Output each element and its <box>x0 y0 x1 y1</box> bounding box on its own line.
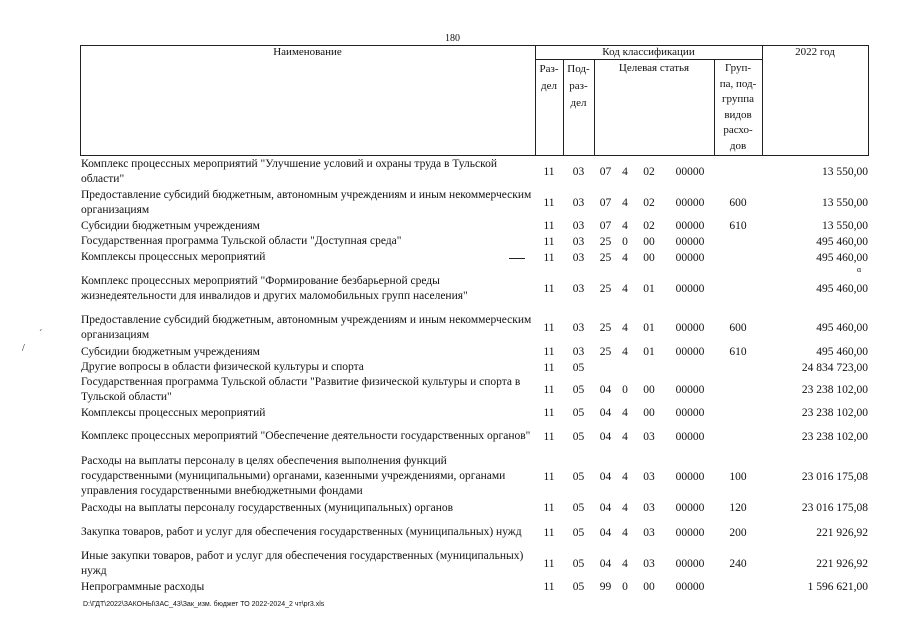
row-amount: 221 926,92 <box>816 526 868 539</box>
row-target-program: 25 <box>599 283 612 295</box>
row-target-direction <box>665 360 715 375</box>
row-target-type: 4 <box>622 526 628 539</box>
table-row <box>0 234 905 249</box>
row-razdel: 11 <box>543 526 555 539</box>
row-target-direction: 00000 <box>675 235 705 248</box>
row-podrazdel: 03 <box>572 322 585 334</box>
row-amount: 13 550,00 <box>822 165 868 178</box>
table-row <box>0 548 905 579</box>
row-target-program: 99 <box>599 581 612 593</box>
row-podrazdel: 03 <box>572 283 585 295</box>
row-razdel: 11 <box>543 165 555 178</box>
row-podrazdel: 05 <box>572 581 585 593</box>
row-name: Комплексы процессных мероприятий <box>81 251 266 263</box>
row-razdel: 11 <box>543 196 555 209</box>
row-name: Субсидии бюджетным учреждениям <box>81 219 260 232</box>
row-razdel: 11 <box>543 251 555 264</box>
row-target-complex: 02 <box>643 220 655 232</box>
row-target-program: 25 <box>599 322 612 334</box>
row-razdel: 11 <box>543 430 555 443</box>
row-target-program: 07 <box>599 165 612 178</box>
row-target-type <box>617 360 633 375</box>
row-name: Государственная программа Тульской области "Развитие физической культуры и спорта в Тульской области" <box>81 376 521 403</box>
page-number: 180 <box>445 33 460 44</box>
scan-slash-mark: / <box>22 343 25 354</box>
row-target-direction: 00000 <box>675 430 705 443</box>
table-row <box>0 517 905 548</box>
row-name: Комплекс процессных мероприятий "Обеспечение деятельности государственных органов" <box>81 430 531 442</box>
row-target-type: 4 <box>622 502 628 514</box>
row-expense-group: 610 <box>729 346 747 358</box>
row-razdel: 11 <box>543 384 555 396</box>
row-podrazdel: 05 <box>572 361 585 374</box>
header-left-border <box>80 45 81 155</box>
row-target-complex: 01 <box>643 322 655 334</box>
row-amount: 23 238 102,00 <box>801 430 868 443</box>
row-target-type: 0 <box>622 581 628 593</box>
row-name: Комплекс процессных мероприятий "Улучшение условий и охраны труда в Тульской области" <box>81 157 498 185</box>
row-name: Расходы на выплаты персоналу в целях обеспечения выполнения функций государственными (муниципальными) органами, казенными учреждениями, органами управления государственными внебюджетными фондами <box>81 455 506 497</box>
row-podrazdel: 05 <box>572 407 585 419</box>
row-target-complex: 00 <box>643 251 655 264</box>
row-razdel: 11 <box>543 557 555 570</box>
row-target-complex: 00 <box>643 235 655 248</box>
row-razdel: 11 <box>543 502 555 514</box>
row-amount: 23 016 175,08 <box>801 502 868 514</box>
row-target-complex: 03 <box>643 526 655 539</box>
row-target-complex: 00 <box>643 384 655 396</box>
scan-dash-mark <box>509 258 525 259</box>
row-target-program: 04 <box>599 526 612 539</box>
row-expense-group <box>714 249 762 266</box>
row-podrazdel: 03 <box>572 251 585 264</box>
row-expense-group: 610 <box>729 220 747 232</box>
row-target-program <box>594 360 617 375</box>
row-target-complex: 01 <box>643 346 655 358</box>
row-target-complex: 02 <box>643 196 655 209</box>
row-name: Предоставление субсидий бюджетным, автономным учреждениям и иным некоммерческим организациям <box>81 188 532 216</box>
row-razdel: 11 <box>543 283 555 295</box>
row-expense-group <box>714 156 762 187</box>
row-expense-group <box>714 234 762 249</box>
row-target-program: 25 <box>599 251 612 264</box>
row-target-program: 25 <box>599 235 612 248</box>
row-target-complex: 03 <box>643 430 655 443</box>
row-amount: 495 460,00 <box>816 346 868 358</box>
row-podrazdel: 05 <box>572 557 585 570</box>
row-podrazdel: 03 <box>572 165 585 178</box>
row-amount: 495 460,00 <box>816 235 868 248</box>
row-target-direction: 00000 <box>675 196 705 209</box>
row-expense-group <box>714 270 762 308</box>
row-target-direction: 00000 <box>675 502 705 514</box>
row-target-type: 4 <box>622 283 628 295</box>
row-expense-group: 600 <box>729 196 747 209</box>
row-target-complex: 03 <box>643 502 655 514</box>
row-podrazdel: 03 <box>572 196 585 209</box>
row-razdel: 11 <box>543 235 555 248</box>
row-target-complex: 03 <box>643 470 655 483</box>
row-amount: 221 926,92 <box>816 557 868 570</box>
row-target-direction: 00000 <box>675 283 705 295</box>
row-target-complex: 00 <box>643 407 655 419</box>
row-target-complex: 03 <box>643 557 655 570</box>
header-right-border <box>868 45 869 155</box>
row-amount: 495 460,00 <box>816 322 868 334</box>
row-expense-group: 120 <box>729 502 747 514</box>
row-target-type: 4 <box>622 220 628 232</box>
row-target-type: 4 <box>622 346 628 358</box>
header-target: Целевая статья <box>618 62 690 74</box>
row-target-direction: 00000 <box>675 526 705 539</box>
header-divider-group <box>762 45 763 155</box>
row-target-direction: 00000 <box>675 165 705 178</box>
row-target-program: 07 <box>599 220 612 232</box>
row-name: Комплексы процессных мероприятий <box>81 406 266 419</box>
header-year: 2022 год <box>795 46 835 58</box>
row-name: Государственная программа Тульской области "Доступная среда" <box>81 235 402 247</box>
row-razdel: 11 <box>543 470 555 483</box>
row-target-type: 0 <box>622 384 628 396</box>
row-target-type: 4 <box>622 470 628 483</box>
row-target-direction: 00000 <box>675 581 705 593</box>
table-row <box>0 270 905 308</box>
row-expense-group <box>714 360 762 375</box>
row-target-type: 4 <box>622 196 628 209</box>
row-target-direction: 00000 <box>675 470 705 483</box>
row-name: Субсидии бюджетным учреждениям <box>81 345 260 358</box>
row-podrazdel: 03 <box>572 220 585 232</box>
row-amount: 1 596 621,00 <box>807 581 868 593</box>
row-amount: 23 238 102,00 <box>801 407 868 419</box>
row-target-type: 4 <box>622 322 628 334</box>
row-target-direction: 00000 <box>675 384 705 396</box>
row-podrazdel: 05 <box>572 384 585 396</box>
table-row <box>0 187 905 218</box>
scan-blot-mark: ɑ <box>857 265 862 274</box>
row-name: Иные закупки товаров, работ и услуг для обеспечения государственных (муниципальных) нужд <box>81 549 524 577</box>
row-target-program: 04 <box>599 502 612 514</box>
row-target-complex: 02 <box>643 165 655 178</box>
row-podrazdel: 05 <box>572 430 585 443</box>
row-target-type: 4 <box>622 557 628 570</box>
row-target-type: 4 <box>622 251 628 264</box>
row-podrazdel: 05 <box>572 470 585 483</box>
row-expense-group <box>714 421 762 452</box>
row-amount: 13 550,00 <box>822 196 868 209</box>
row-razdel: 11 <box>543 322 555 334</box>
row-amount: 495 460,00 <box>816 283 868 295</box>
row-target-program: 04 <box>599 384 612 396</box>
row-amount: 23 016 175,08 <box>801 470 868 483</box>
row-target-complex <box>633 360 665 375</box>
row-razdel: 11 <box>543 346 555 358</box>
row-expense-group <box>714 405 762 421</box>
row-name: Непрограммные расходы <box>81 580 205 593</box>
row-target-program: 07 <box>599 196 612 209</box>
header-razdel: Раз- дел <box>539 63 559 92</box>
header-code: Код классификации <box>602 46 695 58</box>
row-target-complex: 00 <box>643 581 655 593</box>
row-expense-group: 100 <box>729 470 747 483</box>
row-target-program: 04 <box>599 407 612 419</box>
table-row <box>0 453 905 500</box>
row-razdel: 11 <box>543 407 555 419</box>
row-razdel: 11 <box>543 220 555 232</box>
header-podrazdel: Под- раз- дел <box>567 63 590 109</box>
row-target-complex: 01 <box>643 283 655 295</box>
row-expense-group <box>714 579 762 595</box>
row-target-program: 25 <box>599 346 612 358</box>
row-razdel: 11 <box>543 581 555 593</box>
row-amount: 23 238 102,00 <box>801 384 868 396</box>
table-row <box>0 500 905 516</box>
table-row <box>0 156 905 187</box>
row-target-direction: 00000 <box>675 220 705 232</box>
table-row <box>0 375 905 405</box>
row-target-direction: 00000 <box>675 322 705 334</box>
row-podrazdel: 03 <box>572 346 585 358</box>
table-row <box>0 579 905 595</box>
row-podrazdel: 05 <box>572 502 585 514</box>
row-name: Закупка товаров, работ и услуг для обеспечения государственных (муниципальных) нужд <box>81 526 522 538</box>
row-name: Расходы на выплаты персоналу государственных (муниципальных) органов <box>81 501 454 514</box>
scan-tick-mark: ˊ <box>39 329 43 340</box>
row-amount: 24 834 723,00 <box>801 361 868 374</box>
table-row <box>0 218 905 234</box>
row-target-type: 0 <box>622 235 628 248</box>
table-row <box>0 344 905 360</box>
row-target-program: 04 <box>599 470 612 483</box>
row-amount: 495 460,00 <box>816 251 868 264</box>
table-row <box>0 421 905 452</box>
row-expense-group: 600 <box>729 322 747 334</box>
row-expense-group: 240 <box>729 557 747 570</box>
row-target-direction: 00000 <box>675 557 705 570</box>
file-path-footer: D:\ГДТ\2022\ЗАКОНЫ\ЗАС_43\Зак_изм. бюджет ТО 2022-2024_2 чт\pr3.xls <box>83 601 325 608</box>
table-row <box>0 360 905 375</box>
row-target-type: 4 <box>622 407 628 419</box>
row-target-direction: 00000 <box>675 251 705 264</box>
row-target-program: 04 <box>599 557 612 570</box>
table-row <box>0 405 905 421</box>
row-expense-group: 200 <box>729 526 747 539</box>
row-amount: 13 550,00 <box>822 220 868 232</box>
row-target-program: 04 <box>599 430 612 443</box>
row-target-type: 4 <box>622 165 628 178</box>
row-target-direction: 00000 <box>675 346 705 358</box>
header-group: Груп- па, под- группа видов расхо- дов <box>719 62 757 152</box>
row-razdel: 11 <box>543 361 555 374</box>
table-row <box>0 249 905 266</box>
row-name: Предоставление субсидий бюджетным, автономным учреждениям и иным некоммерческим организациям <box>81 314 532 341</box>
row-podrazdel: 03 <box>572 235 585 248</box>
row-podrazdel: 05 <box>572 526 585 539</box>
table-row <box>0 312 905 344</box>
row-target-type: 4 <box>622 430 628 443</box>
row-name: Другие вопросы в области физической культуры и спорта <box>81 361 364 373</box>
row-target-direction: 00000 <box>675 407 705 419</box>
row-name: Комплекс процессных мероприятий "Формирование безбарьерной среды жизнедеятельности для инвалидов и других маломобильных групп населения" <box>81 275 468 302</box>
header-name: Наименование <box>273 46 342 58</box>
row-expense-group <box>714 375 762 405</box>
